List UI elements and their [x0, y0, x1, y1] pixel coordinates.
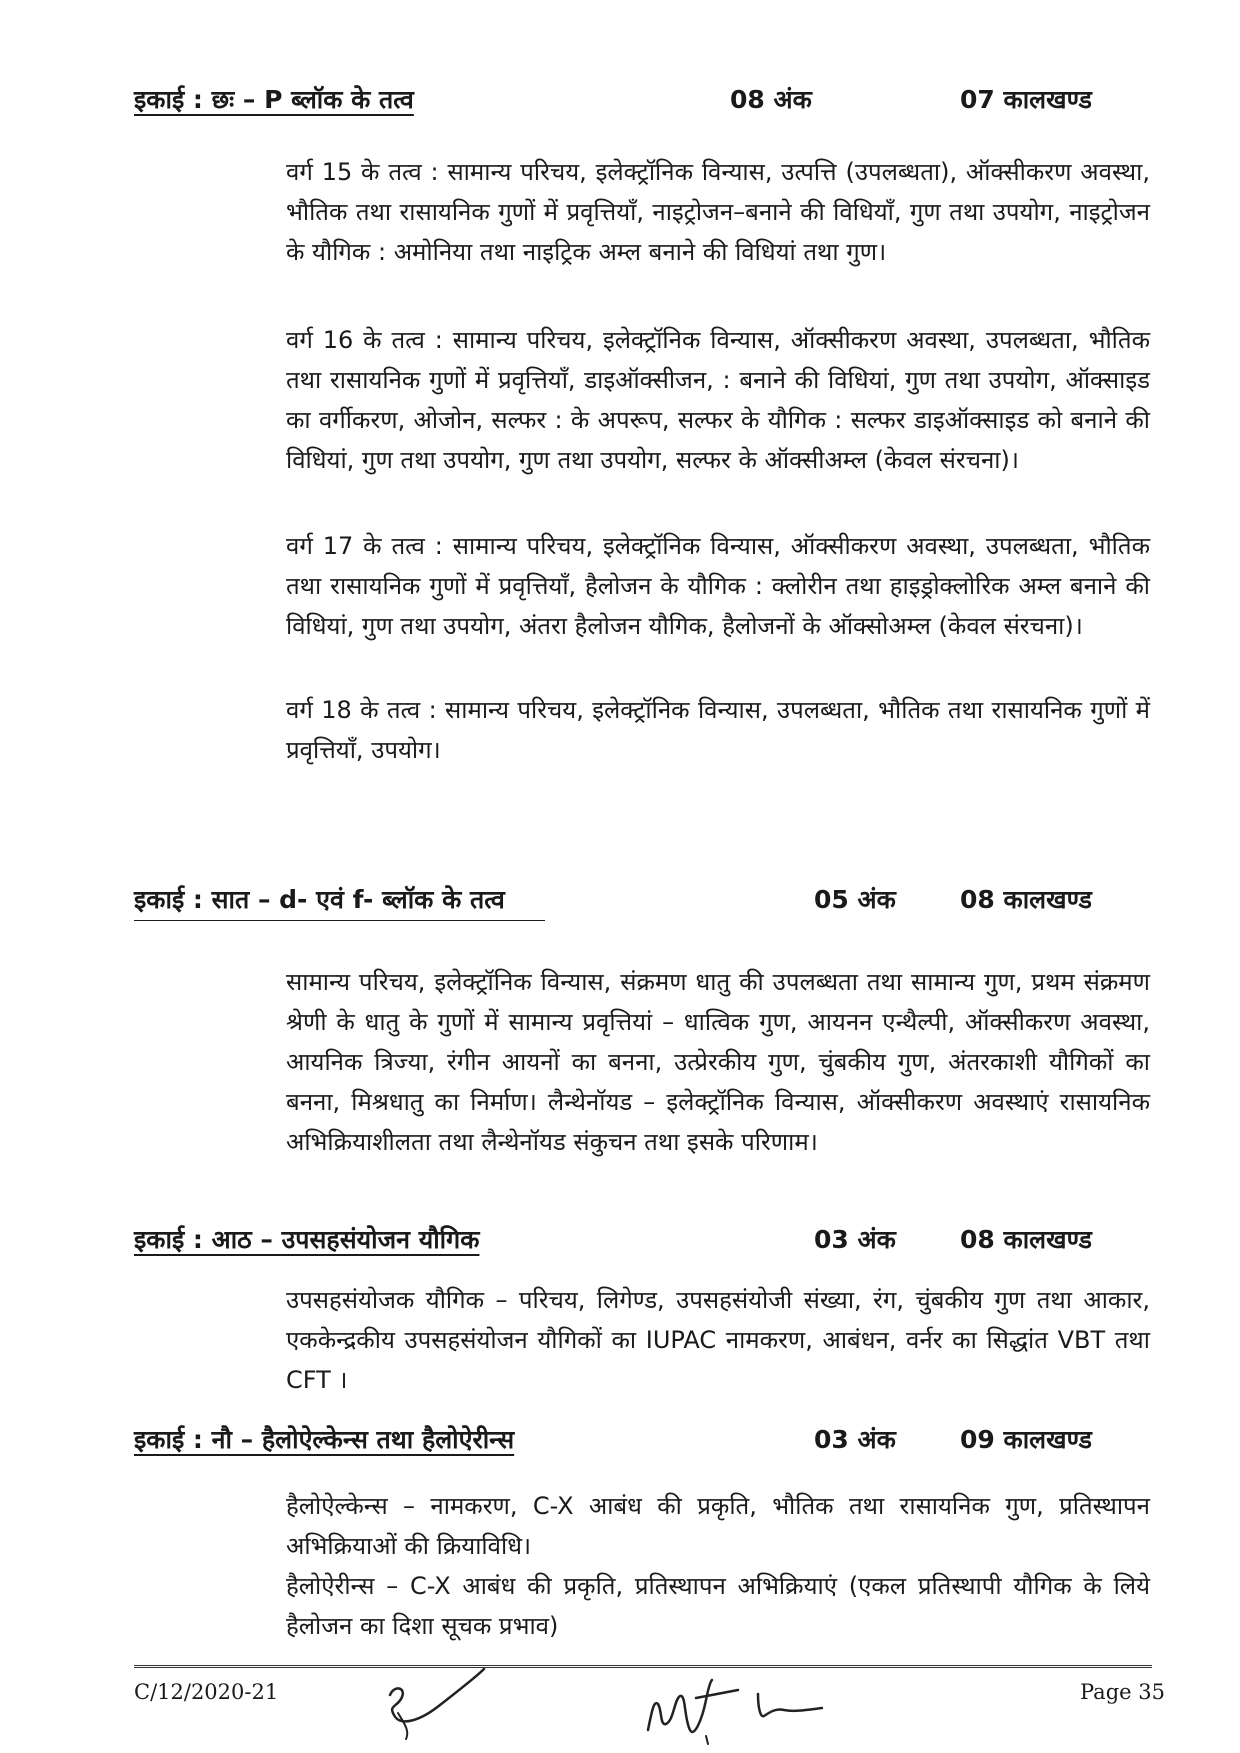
- signature-2: [640, 1660, 830, 1750]
- paragraph: वर्ग 15 के तत्व : सामान्य परिचय, इलेक्ट्रॉनिक विन्यास, उत्पत्ति (उपलब्धता), ऑक्सीकरण अवस्था, भौतिक तथा रासायनिक गुणों में प्रवृत्तियाँ, नाइट्रोजन–बनाने की विधियाँ, गुण तथा उपयोग, नाइट्रोजन के यौगिक : अमोनिया तथा नाइट्रिक अम्ल बनाने की विधियां तथा गुण।: [286, 158, 1150, 266]
- unit-marks: 03 अंक: [814, 1225, 896, 1254]
- signature-1: [380, 1665, 490, 1745]
- unit-heading: [134, 1420, 1134, 1460]
- unit-title: इकाई : नौ – हैलोऐल्केन्स तथा हैलोऐरीन्स: [134, 1425, 515, 1454]
- paragraph: हैलोऐरीन्स – C-X आबंध की प्रकृति, प्रतिस्थापन अभिक्रियाएं (एकल प्रतिस्थापी यौगिक के लिये हैलोजन का दिशा सूचक प्रभाव): [286, 1572, 1150, 1640]
- paragraph: सामान्य परिचय, इलेक्ट्रॉनिक विन्यास, संक्रमण धातु की उपलब्धता तथा सामान्य गुण, प्रथम संक्रमण श्रेणी के धातु के गुणों में सामान्य प्रवृत्तियां – धात्विक गुण, आयनन एन्थैल्पी, ऑक्सीकरण अवस्था, आयनिक त्रिज्या, रंगीन आयनों का बनना, उत्प्रेरकीय गुण, चुंबकीय गुण, अंतरकाशी यौगिकों का बनना, मिश्रधातु का निर्माण। लैन्थेनॉयड – इलेक्ट्रॉनिक विन्यास, ऑक्सीकरण अवस्थाएं रासायनिक अभिक्रियाशीलता तथा लैन्थेनॉयड संकुचन तथा इसके परिणाम।: [286, 968, 1150, 1156]
- unit-heading: [134, 1220, 1134, 1260]
- unit-periods: 08 कालखण्ड: [960, 1225, 1092, 1254]
- unit-heading: [134, 880, 1134, 920]
- unit-marks: 08 अंक: [730, 85, 812, 114]
- unit-periods: 08 कालखण्ड: [960, 885, 1092, 914]
- footer-code: C/12/2020-21: [134, 1680, 279, 1704]
- paragraph: हैलोऐल्केन्स – नामकरण, C-X आबंध की प्रकृति, भौतिक तथा रासायनिक गुण, प्रतिस्थापन अभिक्रियाओं की क्रियाविधि।: [286, 1492, 1150, 1560]
- paragraph: वर्ग 16 के तत्व : सामान्य परिचय, इलेक्ट्रॉनिक विन्यास, ऑक्सीकरण अवस्था, उपलब्धता, भौतिक तथा रासायनिक गुणों में प्रवृत्तियाँ, डाइऑक्सीजन, : बनाने की विधियां, गुण तथा उपयोग, ऑक्साइड का वर्गीकरण, ओजोन, सल्फर : के अपरूप, सल्फर के यौगिक : सल्फर डाइऑक्साइड को बनाने की विधियां, गुण तथा उपयोग, गुण तथा उपयोग, सल्फर के ऑक्सीअम्ल (केवल संरचना)।: [286, 326, 1150, 474]
- unit-title: इकाई : छः – P ब्लॉक के तत्व: [134, 85, 414, 114]
- unit-title: इकाई : आठ – उपसहसंयोजन यौगिक: [134, 1225, 480, 1254]
- unit-heading: [134, 80, 1134, 120]
- unit-title: इकाई : सात – d- एवं f- ब्लॉक के तत्व: [134, 880, 545, 921]
- page-number: Page 35: [1080, 1680, 1165, 1704]
- unit-periods: 07 कालखण्ड: [960, 85, 1092, 114]
- unit-marks: 05 अंक: [814, 885, 896, 914]
- unit-marks: 03 अंक: [814, 1425, 896, 1454]
- paragraph: उपसहसंयोजक यौगिक – परिचय, लिगेण्ड, उपसहसंयोजी संख्या, रंग, चुंबकीय गुण तथा आकार, एककेन्द्रकीय उपसहसंयोजन यौगिकों का IUPAC नामकरण, आबंधन, वर्नर का सिद्धांत VBT तथा CFT ।: [286, 1286, 1150, 1394]
- paragraph: वर्ग 17 के तत्व : सामान्य परिचय, इलेक्ट्रॉनिक विन्यास, ऑक्सीकरण अवस्था, उपलब्धता, भौतिक तथा रासायनिक गुणों में प्रवृत्तियाँ, हैलोजन के यौगिक : क्लोरीन तथा हाइड्रोक्लोरिक अम्ल बनाने की विधियां, गुण तथा उपयोग, अंतरा हैलोजन यौगिक, हैलोजनों के ऑक्सोअम्ल (केवल संरचना)।: [286, 532, 1150, 640]
- paragraph: वर्ग 18 के तत्व : सामान्य परिचय, इलेक्ट्रॉनिक विन्यास, उपलब्धता, भौतिक तथा रासायनिक गुणों में प्रवृत्तियाँ, उपयोग।: [286, 696, 1150, 764]
- unit-periods: 09 कालखण्ड: [960, 1425, 1092, 1454]
